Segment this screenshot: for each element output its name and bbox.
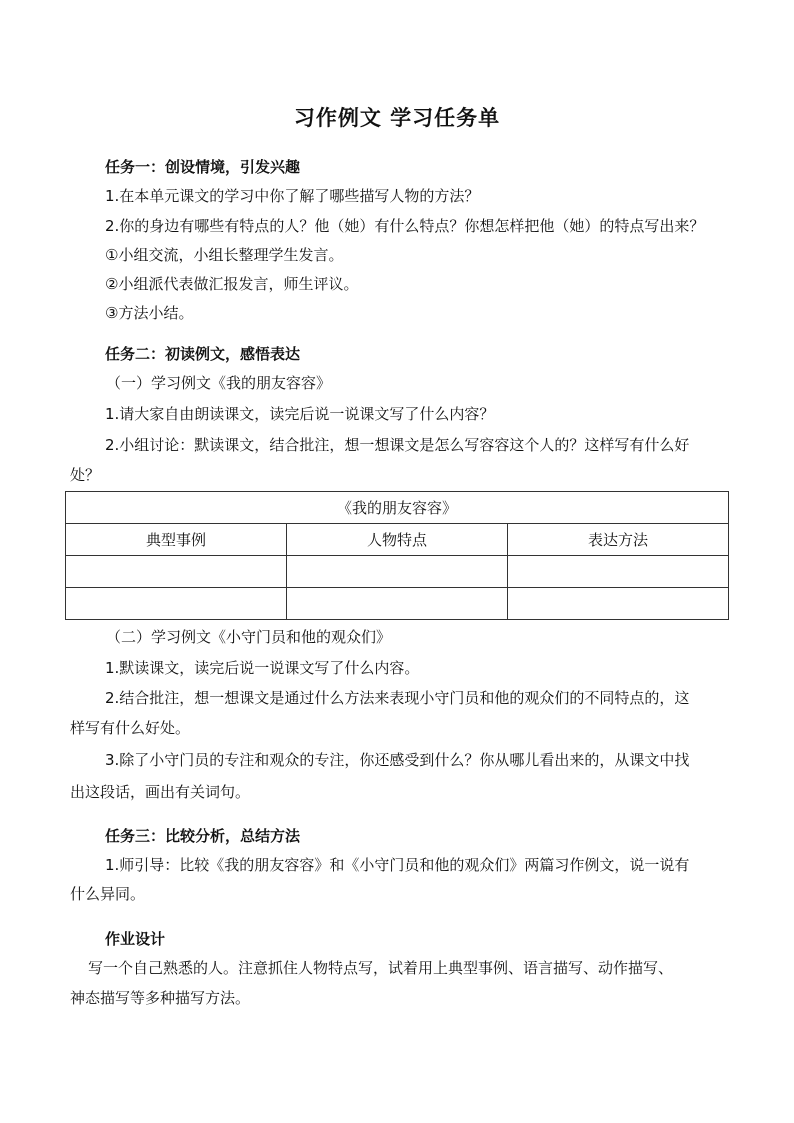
task2-part1-question-2: 2.小组讨论：默读课文，结合批注，想一想课文是怎么写容容这个人的？这样写有什么好 [105, 436, 690, 454]
task1-step-2: ②小组派代表做汇报发言，师生评议。 [105, 275, 359, 293]
task3-question-1-cont: 什么异同。 [70, 885, 146, 903]
task1-step-1: ①小组交流，小组长整理学生发言。 [105, 246, 344, 264]
table-header-cell: 表达方法 [508, 524, 729, 556]
task3-heading: 任务三：比较分析，总结方法 [105, 827, 301, 845]
homework-text-cont: 神态描写等多种描写方法。 [70, 989, 251, 1007]
homework-text: 写一个自己熟悉的人。注意抓住人物特点写，试着用上典型事例、语言描写、动作描写、 [88, 959, 674, 977]
table-empty-cell[interactable] [508, 556, 729, 588]
example-analysis-table [65, 491, 729, 620]
task1-question-1: 1.在本单元课文的学习中你了解了哪些描写人物的方法？ [105, 187, 480, 205]
task2-part1-question-1: 1.请大家自由朗读课文，读完后说一说课文写了什么内容？ [105, 405, 495, 423]
table-caption: 《我的朋友容容》 [66, 492, 729, 524]
task1-step-3: ③方法小结。 [105, 304, 194, 322]
task2-part2-question-1: 1.默读课文，读完后说一说课文写了什么内容。 [105, 659, 420, 677]
task2-part2-question-3: 3.除了小守门员的专注和观众的专注，你还感受到什么？你从哪儿看出来的，从课文中找 [105, 751, 690, 769]
table-empty-cell[interactable] [287, 556, 508, 588]
table-empty-cell[interactable] [66, 588, 287, 620]
page-title: 习作例文 学习任务单 [293, 106, 501, 130]
table-empty-cell[interactable] [508, 588, 729, 620]
table-empty-cell[interactable] [287, 588, 508, 620]
task2-part2-question-3-cont: 出这段话，画出有关词句。 [70, 783, 251, 801]
task2-heading: 任务二：初读例文，感悟表达 [105, 345, 301, 363]
table-header-cell: 人物特点 [287, 524, 508, 556]
task3-question-1: 1.师引导：比较《我的朋友容容》和《小守门员和他的观众们》两篇习作例文，说一说有 [105, 856, 690, 874]
task2-part1-question-2-cont: 处？ [70, 466, 101, 484]
table-empty-cell[interactable] [66, 556, 287, 588]
table-header-cell: 典型事例 [66, 524, 287, 556]
homework-heading: 作业设计 [105, 930, 166, 948]
task2-part2-heading: （二）学习例文《小守门员和他的观众们》 [106, 628, 392, 646]
task1-question-2: 2.你的身边有哪些有特点的人？他（她）有什么特点？你想怎样把他（她）的特点写出来？ [105, 217, 705, 235]
task2-part2-question-2: 2.结合批注，想一想课文是通过什么方法来表现小守门员和他的观众们的不同特点的，这 [105, 689, 690, 707]
task2-part1-heading: （一）学习例文《我的朋友容容》 [106, 374, 332, 392]
task1-heading: 任务一：创设情境，引发兴趣 [105, 158, 301, 176]
task2-part2-question-2-cont: 样写有什么好处。 [70, 719, 191, 737]
